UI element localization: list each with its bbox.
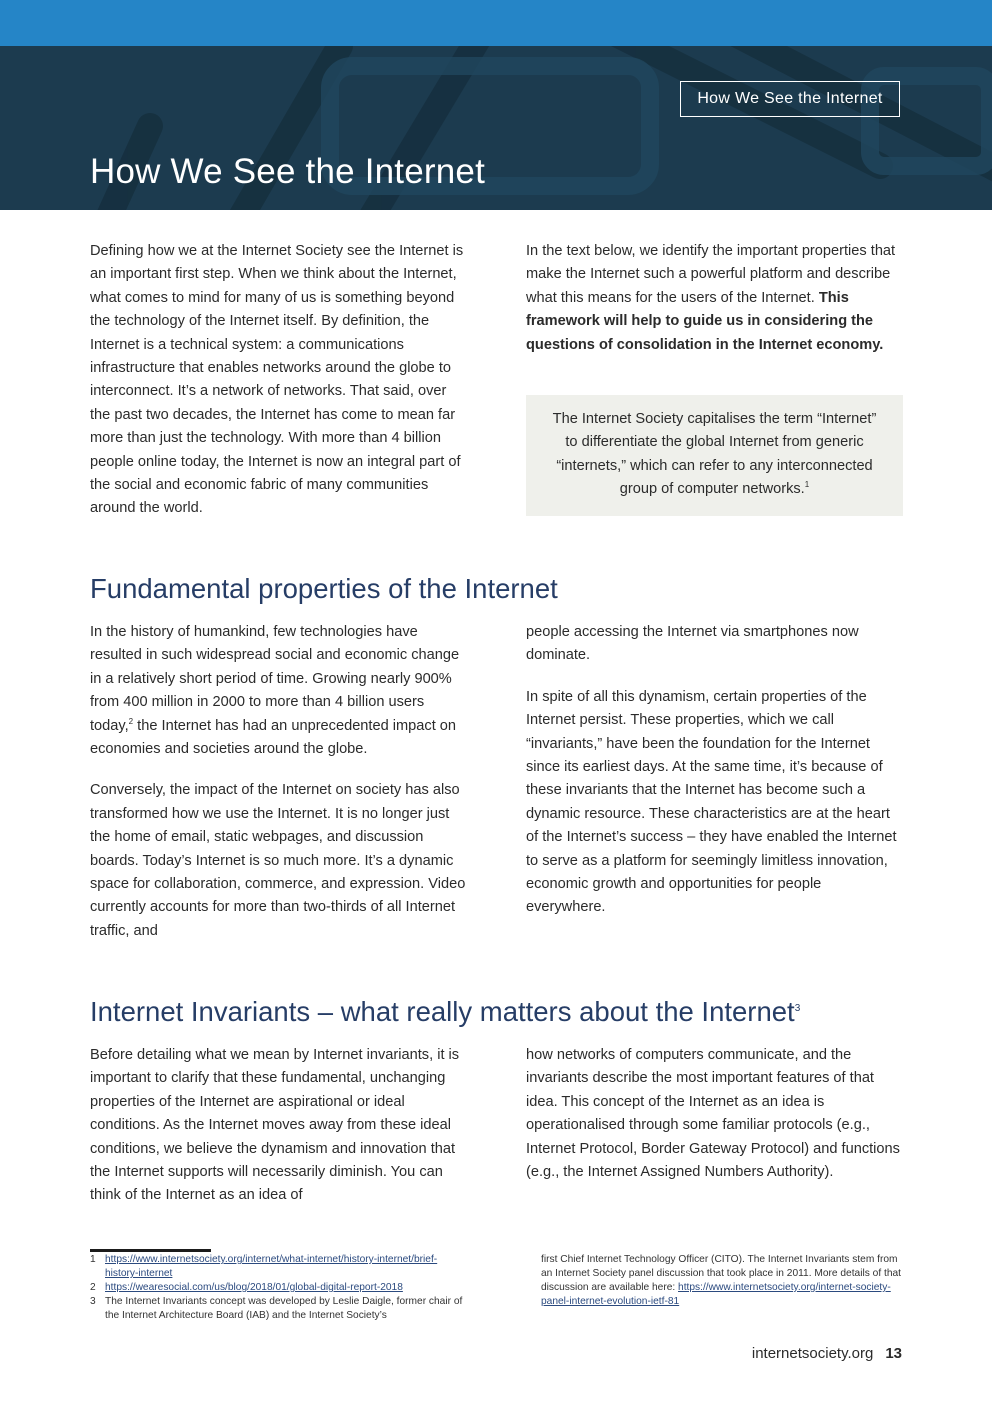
page-footer <box>700 1345 902 1362</box>
footnote-1-number: 1 <box>90 1254 96 1265</box>
footnote-ref-3[interactable]: 3 <box>794 1002 801 1014</box>
framework-text: In the text below, we identify the important properties that make the Internet such a powerful platform and describe what this means for the users of the Internet. <box>526 243 896 306</box>
footnote-1 <box>90 1253 470 1281</box>
section2-right-column <box>526 1044 904 1184</box>
footnote-divider <box>90 1249 211 1252</box>
impact-paragraph: Conversely, the impact of the Internet on society has also transformed how we use the Internet. It is no longer just the home of email, static webpages, and discussion boards. Today’s Internet is so much more. It’s a dynamic space for collaboration, commerce, and expression. Video currently accounts for more than two-thirds of all Internet traffic, and <box>90 782 466 939</box>
section-heading-fundamental-properties: Fundamental properties of the Internet <box>90 573 558 604</box>
section-heading-internet-invariants <box>90 996 800 1028</box>
section-tag: How We See the Internet <box>680 81 900 117</box>
footnote-ref-2[interactable]: 2 <box>128 716 134 726</box>
aspirational-paragraph: Before detailing what we mean by Internet invariants, it is important to clarify that these fundamental, unchanging properties of the Internet are aspirational or ideal conditions. As the Internet moves away from these ideal conditions, we believe the dynamism and innovation that the Internet supports will necessarily diminish. You can think of the Internet as an idea of <box>90 1047 460 1204</box>
intro-paragraph: Defining how we at the Internet Society see the Internet is an important first step. When we think about the Internet, what comes to mind for many of us is something beyond the technology of the Internet itself. By definition, the Internet is a technical system: a communications infrastructure that enables networks around the globe to interconnect. It’s a network of networks. That said, over the past two decades, the Internet has come to mean far more than just the technology. With more than 4 billion people online today, the Internet is now an integral part of the social and economic fabric of many communities around the world. <box>90 243 464 517</box>
history-text: In the history of humankind, few technologies have resulted in such widespread social and economic change in a relatively short period of time. Growing nearly 900% from 400 million in 2000 to more than 4 billion users today, <box>90 624 460 734</box>
intro-left-column <box>90 240 468 521</box>
footnote-3-link[interactable]: https://www.internetsociety.org/internet-society-panel-internet-evolution-ietf-81 <box>541 1282 891 1307</box>
footnote-3-continued: first Chief Internet Technology Officer (CITO). The Internet Invariants stem from an Internet Society panel discussion that took place in 2011. More details of that discussion are available here: <box>541 1254 901 1293</box>
smartphones-paragraph: people accessing the Internet via smartphones now dominate. <box>526 624 859 664</box>
section1-right-column <box>526 621 904 920</box>
footnote-2-number: 2 <box>90 1282 96 1293</box>
footnote-2-link[interactable]: https://wearesocial.com/us/blog/2018/01/global-digital-report-2018 <box>105 1282 403 1293</box>
invariants-heading-text: Internet Invariants – what really matters about the Internet <box>90 996 795 1027</box>
page-title: How We See the Internet <box>90 152 486 191</box>
footnote-3 <box>90 1295 470 1323</box>
footnotes-right <box>541 1253 903 1309</box>
idea-paragraph: how networks of computers communicate, and the invariants describe the most important features of that idea. This concept of the Internet as an idea is operationalised through some familiar protocols (e.g., Internet Protocol, Border Gateway Protocol) and functions (e.g., the Internet Assigned Numbers Authority). <box>526 1047 900 1181</box>
history-text-cont: the Internet has had an unprecedented impact on economies and societies around the globe. <box>90 717 457 758</box>
footnotes-left <box>90 1253 470 1323</box>
footer-site[interactable]: internetsociety.org <box>751 1345 874 1362</box>
capitalisation-note-box <box>526 395 903 516</box>
section2-left-column <box>90 1044 468 1208</box>
footnote-3-number: 3 <box>90 1296 96 1307</box>
invariants-intro-paragraph: In spite of all this dynamism, certain properties of the Internet persist. These properties, which we call “invariants,” have been the foundation for the Internet since its earliest days. At the same time, it’s because of these invariants that the Internet has become such a dynamic resource. These characteristics are at the heart of the Internet’s success – they have enabled the Internet to serve as a platform for seemingly limitless innovation, economic growth and opportunities for people everywhere. <box>526 688 897 916</box>
framework-paragraph <box>526 240 904 357</box>
top-accent-bar <box>0 0 992 46</box>
section1-left-column <box>90 621 468 943</box>
history-paragraph <box>90 621 468 761</box>
page-number: 13 <box>885 1345 902 1362</box>
framework-bold-text: This framework will help to guide us in considering the questions of consolidation in the Internet economy. <box>526 289 884 353</box>
footnote-2 <box>90 1281 470 1295</box>
footnote-3-text: The Internet Invariants concept was developed by Leslie Daigle, former chair of the Internet Architecture Board (IAB) and the Internet Society’s <box>105 1296 463 1321</box>
intro-right-column <box>526 240 904 357</box>
footnote-ref-1[interactable]: 1 <box>804 480 810 490</box>
capitalisation-note-text: The Internet Society capitalises the term “Internet” to differentiate the global Internet from generic “internets,” which can refer to any interconnected group of computer networks. <box>552 411 877 498</box>
footnote-1-link[interactable]: https://www.internetsociety.org/internet/what-internet/history-internet/brief-history-internet <box>105 1254 438 1279</box>
